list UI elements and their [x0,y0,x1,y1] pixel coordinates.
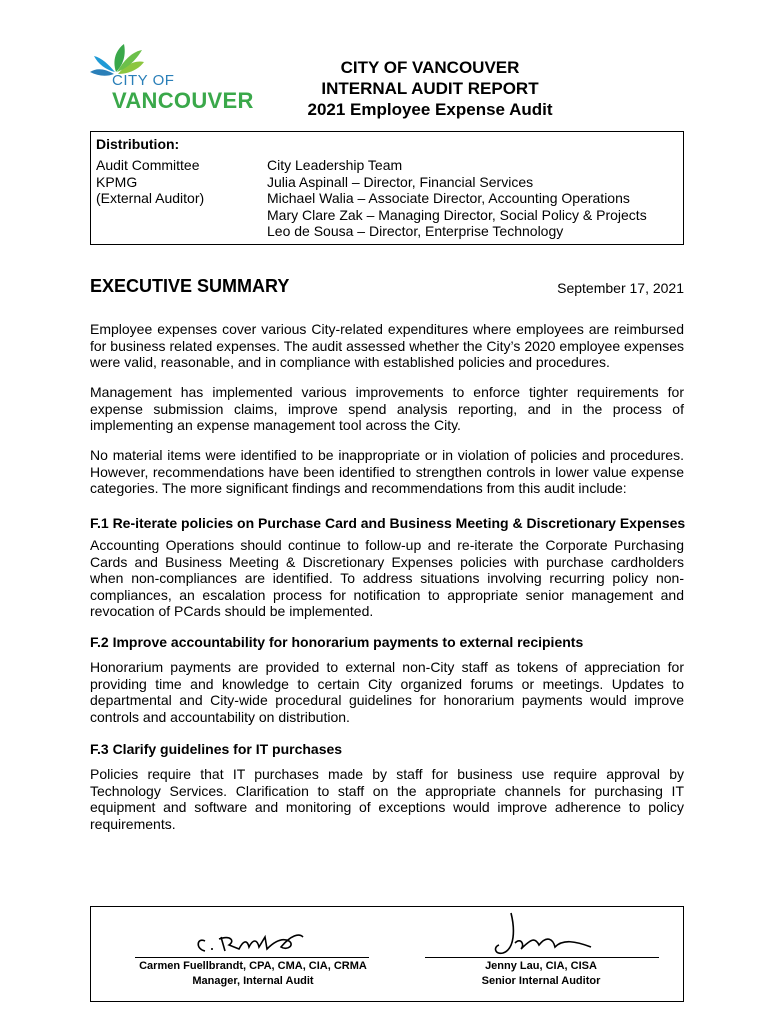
finding-2-title: F.2 Improve accountability for honorarium payments to external recipients [90,634,584,650]
executive-summary-heading: EXECUTIVE SUMMARY [90,276,290,296]
report-title [270,57,590,120]
summary-paragraph-1: Employee expenses cover various City-related expenditures where employees are reimbursed for business related expenses. The audit assessed whether the City’s 2020 employee expenses were valid, reasonable, and in compliance with established policies and procedures. [90,321,684,370]
signature-fuellbrandt [191,923,331,959]
title-line-3: 2021 Employee Expense Audit [307,100,553,119]
finding-1-body: Accounting Operations should continue to follow-up and re-iterate the Corporate Purchasing Cards and Business Meeting & Discretionary Expenses policies with purchase cardholders when non-compliances are identified. To address situations involving recurring policy non-compliances, an escalation process for notification to appropriate senior management and revocation of PCards should be implemented. [90,537,684,619]
signatory-1 [123,959,383,989]
distribution-right-list [267,157,647,240]
signatory-1-name: Carmen Fuellbrandt, CPA, CMA, CIA, CRMA [139,960,367,972]
distribution-recipient: Audit Committee [96,157,200,173]
title-line-2: INTERNAL AUDIT REPORT [321,79,539,98]
signatory-2-title: Senior Internal Auditor [481,975,601,987]
distribution-title: Distribution: [96,136,180,152]
report-date: September 17, 2021 [557,280,684,296]
distribution-recipient: Julia Aspinall – Director, Financial Services [267,173,534,190]
summary-paragraph-3: No material items were identified to be inappropriate or in violation of policies and procedures. However, recommendations have been identified to strengthen controls in lower value expense categories. The more significant findings and recommendations from this audit include: [90,447,684,496]
signature-box [90,906,684,1002]
title-line-1: CITY OF VANCOUVER [340,58,520,77]
distribution-recipient: KPMG [96,173,138,190]
signatory-1-title: Manager, Internal Audit [192,975,314,987]
signatory-2 [411,959,671,989]
signature-lau [491,909,611,959]
distribution-left-list [96,157,204,207]
signature-line-2 [425,957,659,958]
finding-3-title: F.3 Clarify guidelines for IT purchases [90,741,343,757]
logo-text-city: CITY OF [112,72,175,89]
logo-text-vancouver: VANCOUVER [112,88,254,113]
distribution-recipient: City Leadership Team [267,157,403,173]
finding-1-title: F.1 Re-iterate policies on Purchase Card and Business Meeting & Discretionary Expenses [90,515,686,531]
signatory-2-name: Jenny Lau, CIA, CISA [485,960,597,972]
finding-2-body: Honorarium payments are provided to external non-City staff as tokens of appreciation for providing time and knowledge to certain City organized forums or meetings. Updates to departmental and City-wide procedural guidelines for honorarium payments would improve controls and accountability on distribution. [90,659,684,725]
distribution-box [90,131,684,245]
distribution-recipient: (External Auditor) [96,190,205,206]
signature-line-1 [135,957,369,958]
city-logo [86,42,276,122]
finding-3-body: Policies require that IT purchases made by staff for business use require approval by Technology Services. Clarification to staff on the appropriate channels for purchasing IT equipment and software and monitoring of exceptions would improve adherence to policy requirements. [90,766,684,832]
distribution-recipient: Michael Walia – Associate Director, Accounting Operations [267,190,630,206]
summary-paragraph-2: Management has implemented various improvements to enforce tighter requirements for expense submission claims, improve spend analysis reporting, and in the process of implementing an expense management tool across the City. [90,384,684,433]
distribution-recipient: Mary Clare Zak – Managing Director, Social Policy & Projects [267,206,647,223]
distribution-recipient: Leo de Sousa – Director, Enterprise Technology [267,223,564,239]
